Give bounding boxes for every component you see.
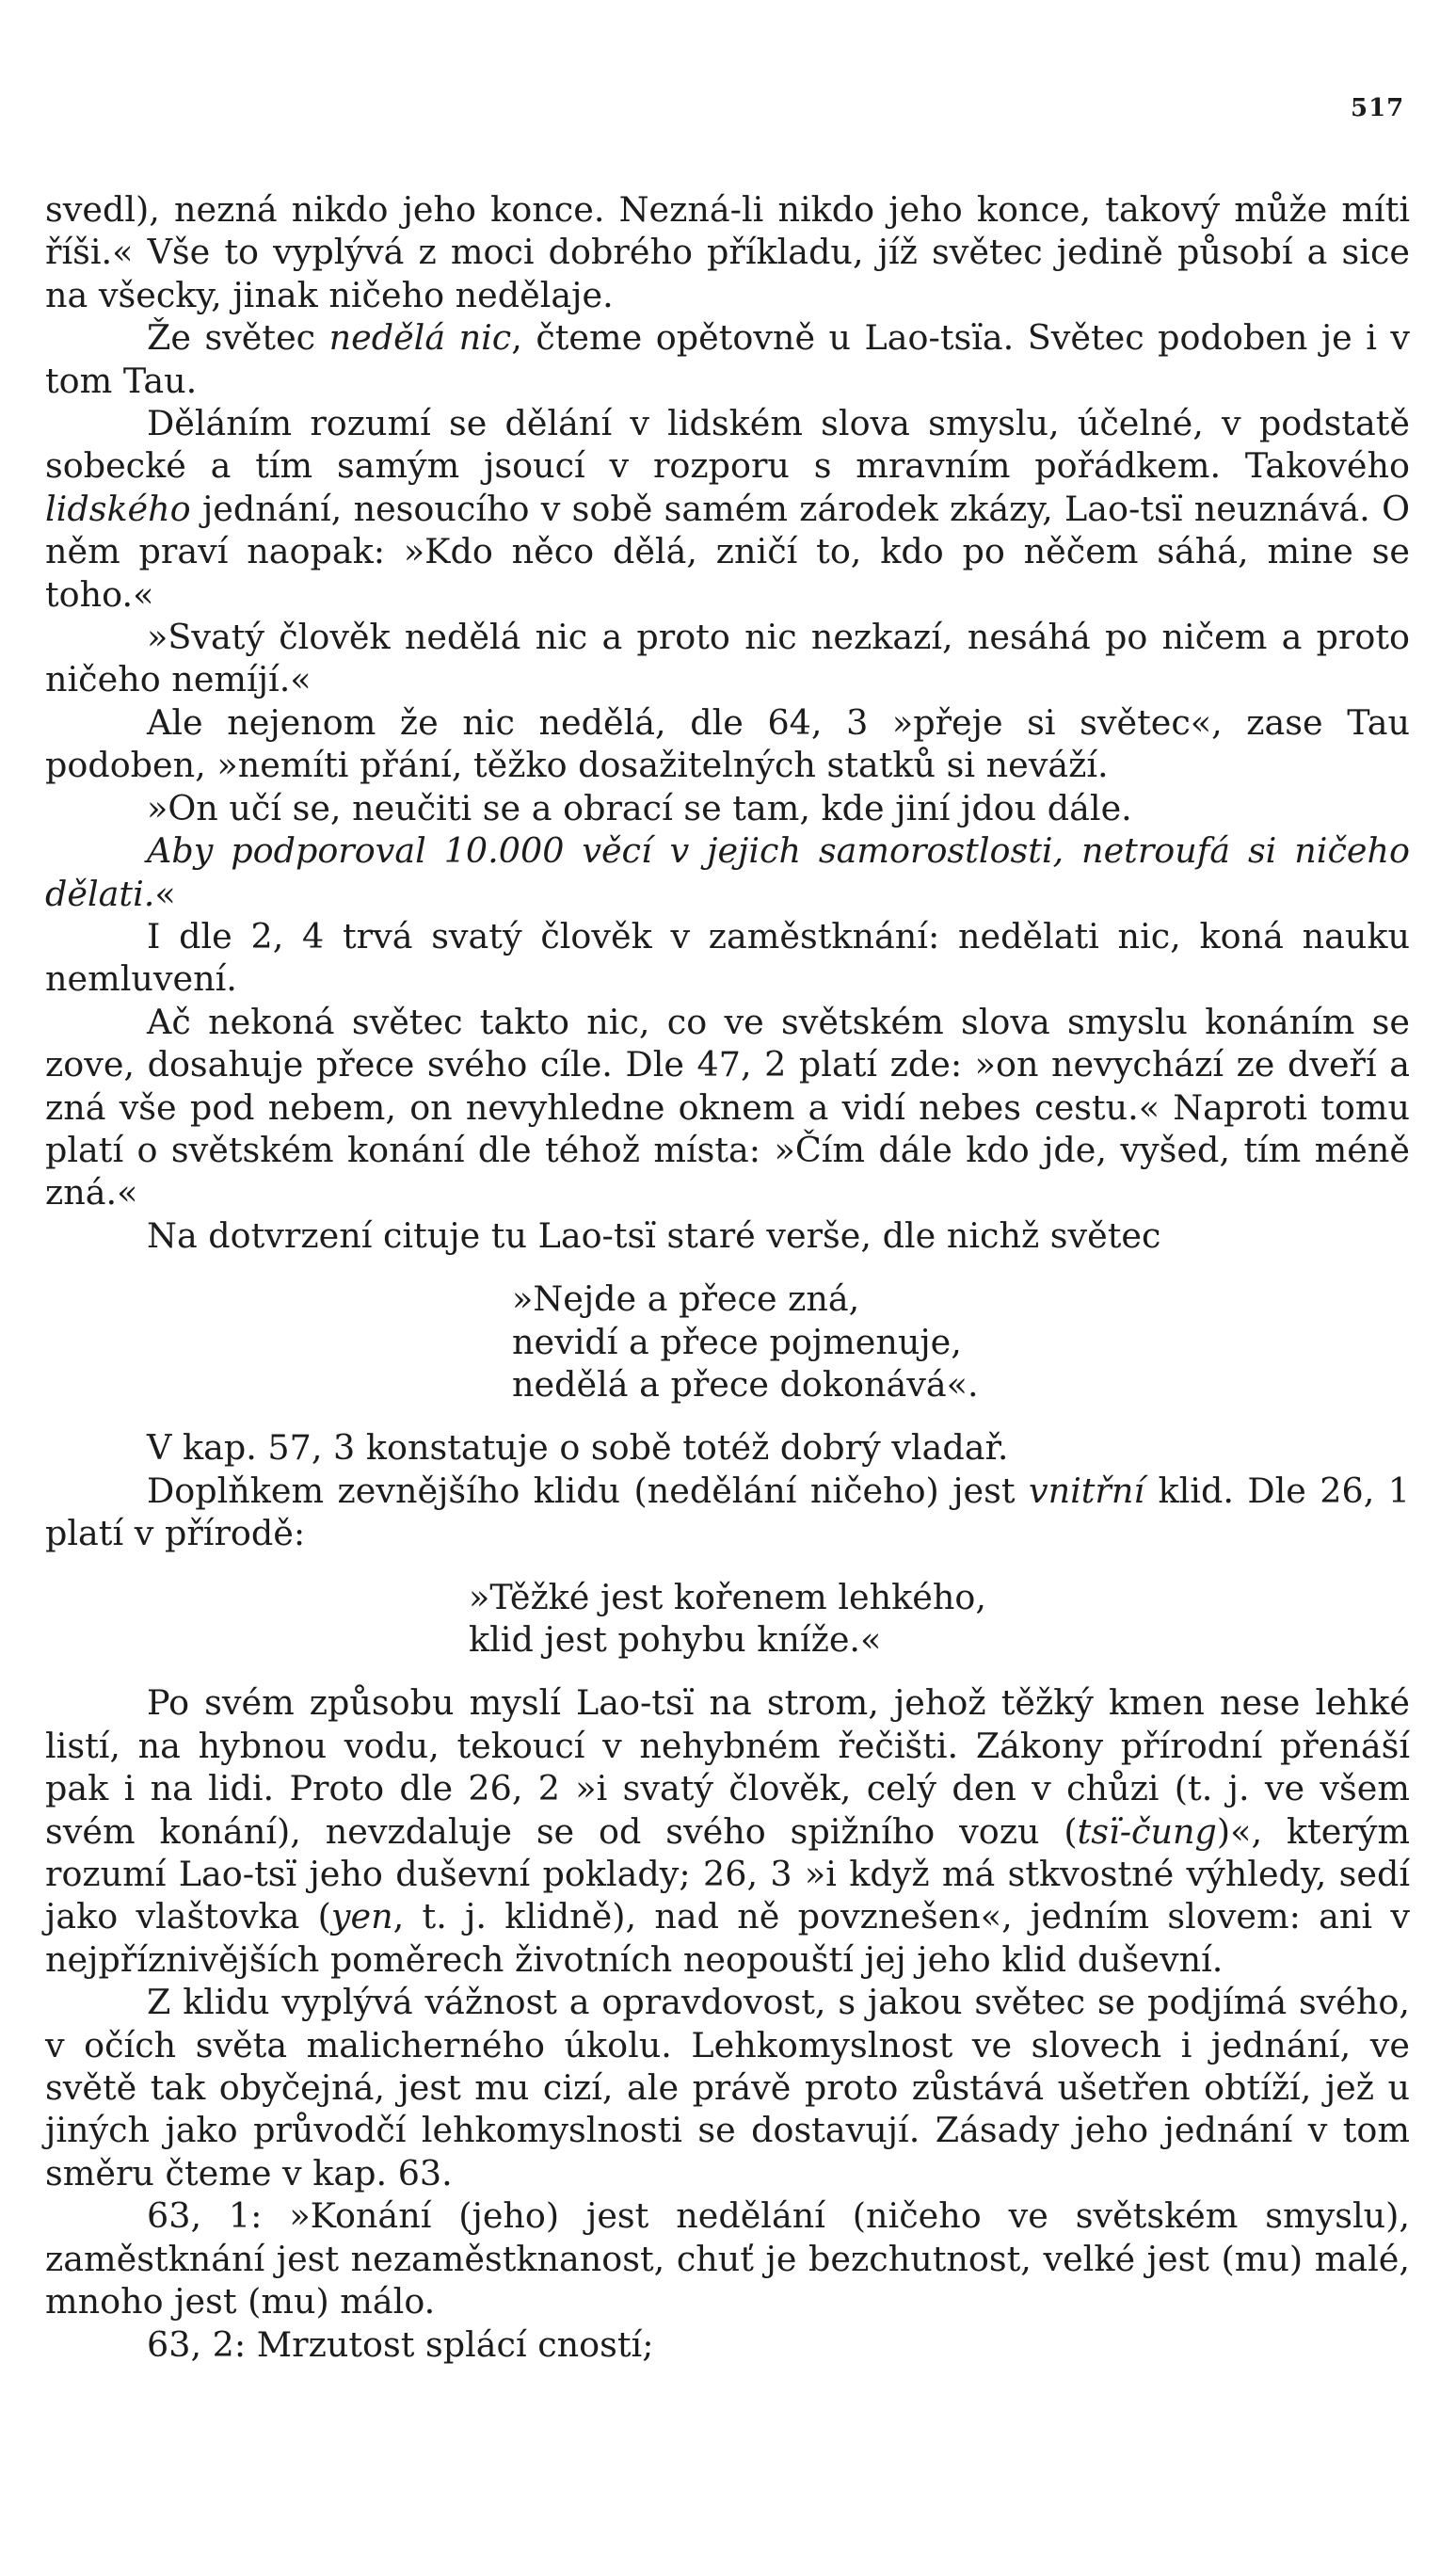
text-span: klid. Dle 26, 1 platí v přírodě:: [45, 1470, 1410, 1554]
paragraph: V kap. 57, 3 konstatuje o sobě totéž dobrý vladař.: [147, 1427, 1009, 1469]
text-span: , čteme opětovně u Lao-tsïa. Světec podoben je i v tom Tau.: [45, 317, 1410, 401]
text-span: «: [154, 873, 176, 914]
paragraph: Ale nejenom že nic nedělá, dle 64, 3 »přeje si světec«, zase Tau podoben, »nemíti přání, těžko dosažitelných statků si neváží.: [45, 701, 1410, 786]
paragraph: Na dotvrzení cituje tu Lao-tsï staré verše, dle nichž světec: [147, 1214, 1161, 1256]
paragraph: »Svatý člověk nedělá nic a proto nic nezkazí, nesáhá po ničem a proto ničeho nemíjí.«: [45, 617, 1410, 700]
verse-block: [45, 1278, 1410, 1406]
italic-span: nedělá nic: [328, 317, 512, 359]
italic-span: lidského: [45, 488, 191, 529]
body-text: [45, 188, 1410, 2366]
italic-span: Aby podporoval 10.000 věcí v jejich samorostlosti, netroufá si ničeho dělati.: [45, 830, 1410, 914]
text-span: Děláním rozumí se dělání v lidském slova smyslu, účelné, v podstatě sobecké a tím samým jsoucí v rozporu s mravním pořádkem. Takového: [45, 403, 1410, 487]
italic-span: yen: [330, 1896, 393, 1937]
text-span: , t. j. klidně), nad ně povznešen«, jedním slovem: ani v nejpříznivějších poměrech životních neopouští jej jeho klid duševní.: [45, 1896, 1410, 1980]
paragraph: »On učí se, neučiti se a obrací se tam, kde jiní jdou dále.: [147, 787, 1132, 828]
paragraph: 63, 2: Mrzutost splácí cností;: [147, 2323, 654, 2365]
italic-span: vnitřní: [1028, 1470, 1145, 1511]
verse-line: nedělá a přece dokonává«.: [512, 1363, 979, 1405]
verse-line: »Nejde a přece zná,: [512, 1278, 860, 1320]
verse-line: klid jest pohybu kníže.«: [469, 1619, 882, 1660]
paragraph: [45, 1681, 1410, 1981]
text-span: Po svém způsobu myslí Lao-tsï na strom, jehož těžký kmen nese lehké listí, na hybnou vodu, tekoucí v nehybném řečišti. Zákony přírodní přenáší pak i na lidi. Proto dle 26, 2 »i svatý člověk, celý den v chůzi (t. j. ve všem svém konání), nevzdaluje se od svého spižního vozu (: [45, 1682, 1410, 1852]
page-number: 517: [1351, 94, 1405, 122]
paragraph: svedl), nezná nikdo jeho konce. Nezná-li nikdo jeho konce, takový může míti říši.« Vše to vyplývá z moci dobrého příkladu, jíž světec jedině působí a sice na všecky, jinak ničeho nedělaje.: [45, 189, 1410, 315]
italic-span: tsï-čung: [1077, 1810, 1217, 1852]
paragraph: Ač nekoná světec takto nic, co ve světském slova smyslu konáním se zove, dosahuje přece svého cíle. Dle 47, 2 platí zde: »on nevychází ze dveří a zná vše pod nebem, on nevyhledne oknem a vidí nebes cestu.« Naproti tomu platí o světském konání dle téhož místa: »Čím dále kdo jde, vyšed, tím méně zná.«: [45, 1001, 1410, 1213]
verse-line: nevidí a přece pojmenuje,: [512, 1321, 962, 1362]
text-span: jednání, nesoucího v sobě samém zárodek zkázy, Lao-tsï neuznává. O něm praví naopak: »Kdo něco dělá, zničí to, kdo po něčem sáhá, mine se toho.«: [45, 488, 1410, 615]
paragraph: [45, 316, 1410, 402]
paragraph: [45, 829, 1410, 915]
verse-line: »Těžké jest kořenem lehkého,: [469, 1576, 986, 1617]
text-span: Doplňkem zevnějšího klidu (nedělání ničeho) jest: [147, 1470, 1029, 1511]
text-span: )«, kterým rozumí Lao-tsï jeho duševní poklady; 26, 3 »i když má stkvostné výhledy, sedí jako vlaštovka (: [45, 1810, 1411, 1937]
text-span: Že světec: [147, 317, 329, 359]
verse-block: [45, 1576, 1410, 1662]
paragraph: 63, 1: »Konání (jeho) jest nedělání (ničeho ve světském smyslu), zaměstknání jest nezaměstknanost, chuť je bezchutnost, velké jest (mu) malé, mnoho jest (mu) málo.: [45, 2195, 1410, 2322]
paragraph: [45, 1470, 1410, 1555]
paragraph: [45, 402, 1410, 616]
paragraph: I dle 2, 4 trvá svatý člověk v zaměstknání: nedělati nic, koná nauku nemluvení.: [45, 915, 1410, 1000]
paragraph: Z klidu vyplývá vážnost a opravdovost, s jakou světec se podjímá svého, v očích světa malicherného úkolu. Lehkomyslnost ve slovech i jednání, ve světě tak obyčejná, jest mu cizí, ale právě proto zůstává ušetřen obtíží, jež u jiných jako průvodčí lehkomyslnosti se dostavují. Zásady jeho jednání v tom směru čteme v kap. 63.: [45, 1982, 1410, 2193]
